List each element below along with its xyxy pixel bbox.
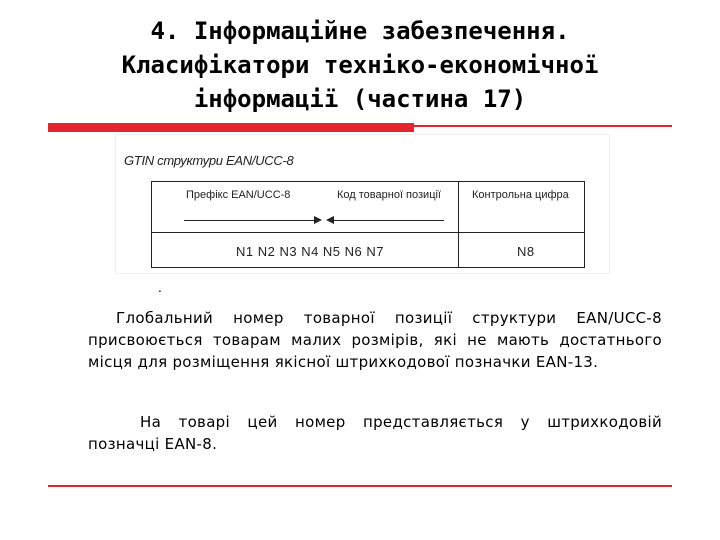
title-line-2: Класифікатори техніко-економічної [121, 51, 599, 79]
header-item-code: Код товарної позиції [337, 189, 441, 201]
title-underline-thin [414, 125, 672, 127]
header-check-digit: Контрольна цифра [472, 189, 569, 201]
slide-title [40, 14, 680, 116]
paragraph-1: Глобальний номер товарної позиції структури EAN/UCC-8 присвоюється товарам малих розмірів, які не мають достатнього місця для розміщення якісної штрихкодової позначки EAN-13. [88, 309, 662, 371]
data-digits: N1 N2 N3 N4 N5 N6 N7 [236, 244, 384, 259]
arrow-right-icon [314, 216, 322, 224]
structure-table [151, 181, 585, 268]
gtin-structure-figure [115, 134, 610, 274]
check-digit-value: N8 [517, 244, 535, 259]
title-line-3: інформації (частина 17) [193, 85, 527, 113]
figure-caption: GTIN структури EAN/UCC-8 [124, 153, 294, 168]
header-prefix: Префікс EAN/UCC-8 [186, 189, 291, 201]
item-code-arrow-line [334, 220, 444, 221]
title-line-1: 4. Інформаційне забезпечення. [150, 17, 570, 45]
stray-dot: . [158, 281, 162, 295]
bottom-rule [48, 485, 672, 487]
row-divider [152, 232, 584, 233]
prefix-arrow-line [184, 220, 314, 221]
arrow-left-icon [326, 216, 334, 224]
title-underline-thick [48, 123, 414, 132]
column-divider [458, 182, 459, 267]
paragraph-2: На товарі цей номер представляється у штрихкодовій позначці EAN-8. [88, 413, 662, 453]
